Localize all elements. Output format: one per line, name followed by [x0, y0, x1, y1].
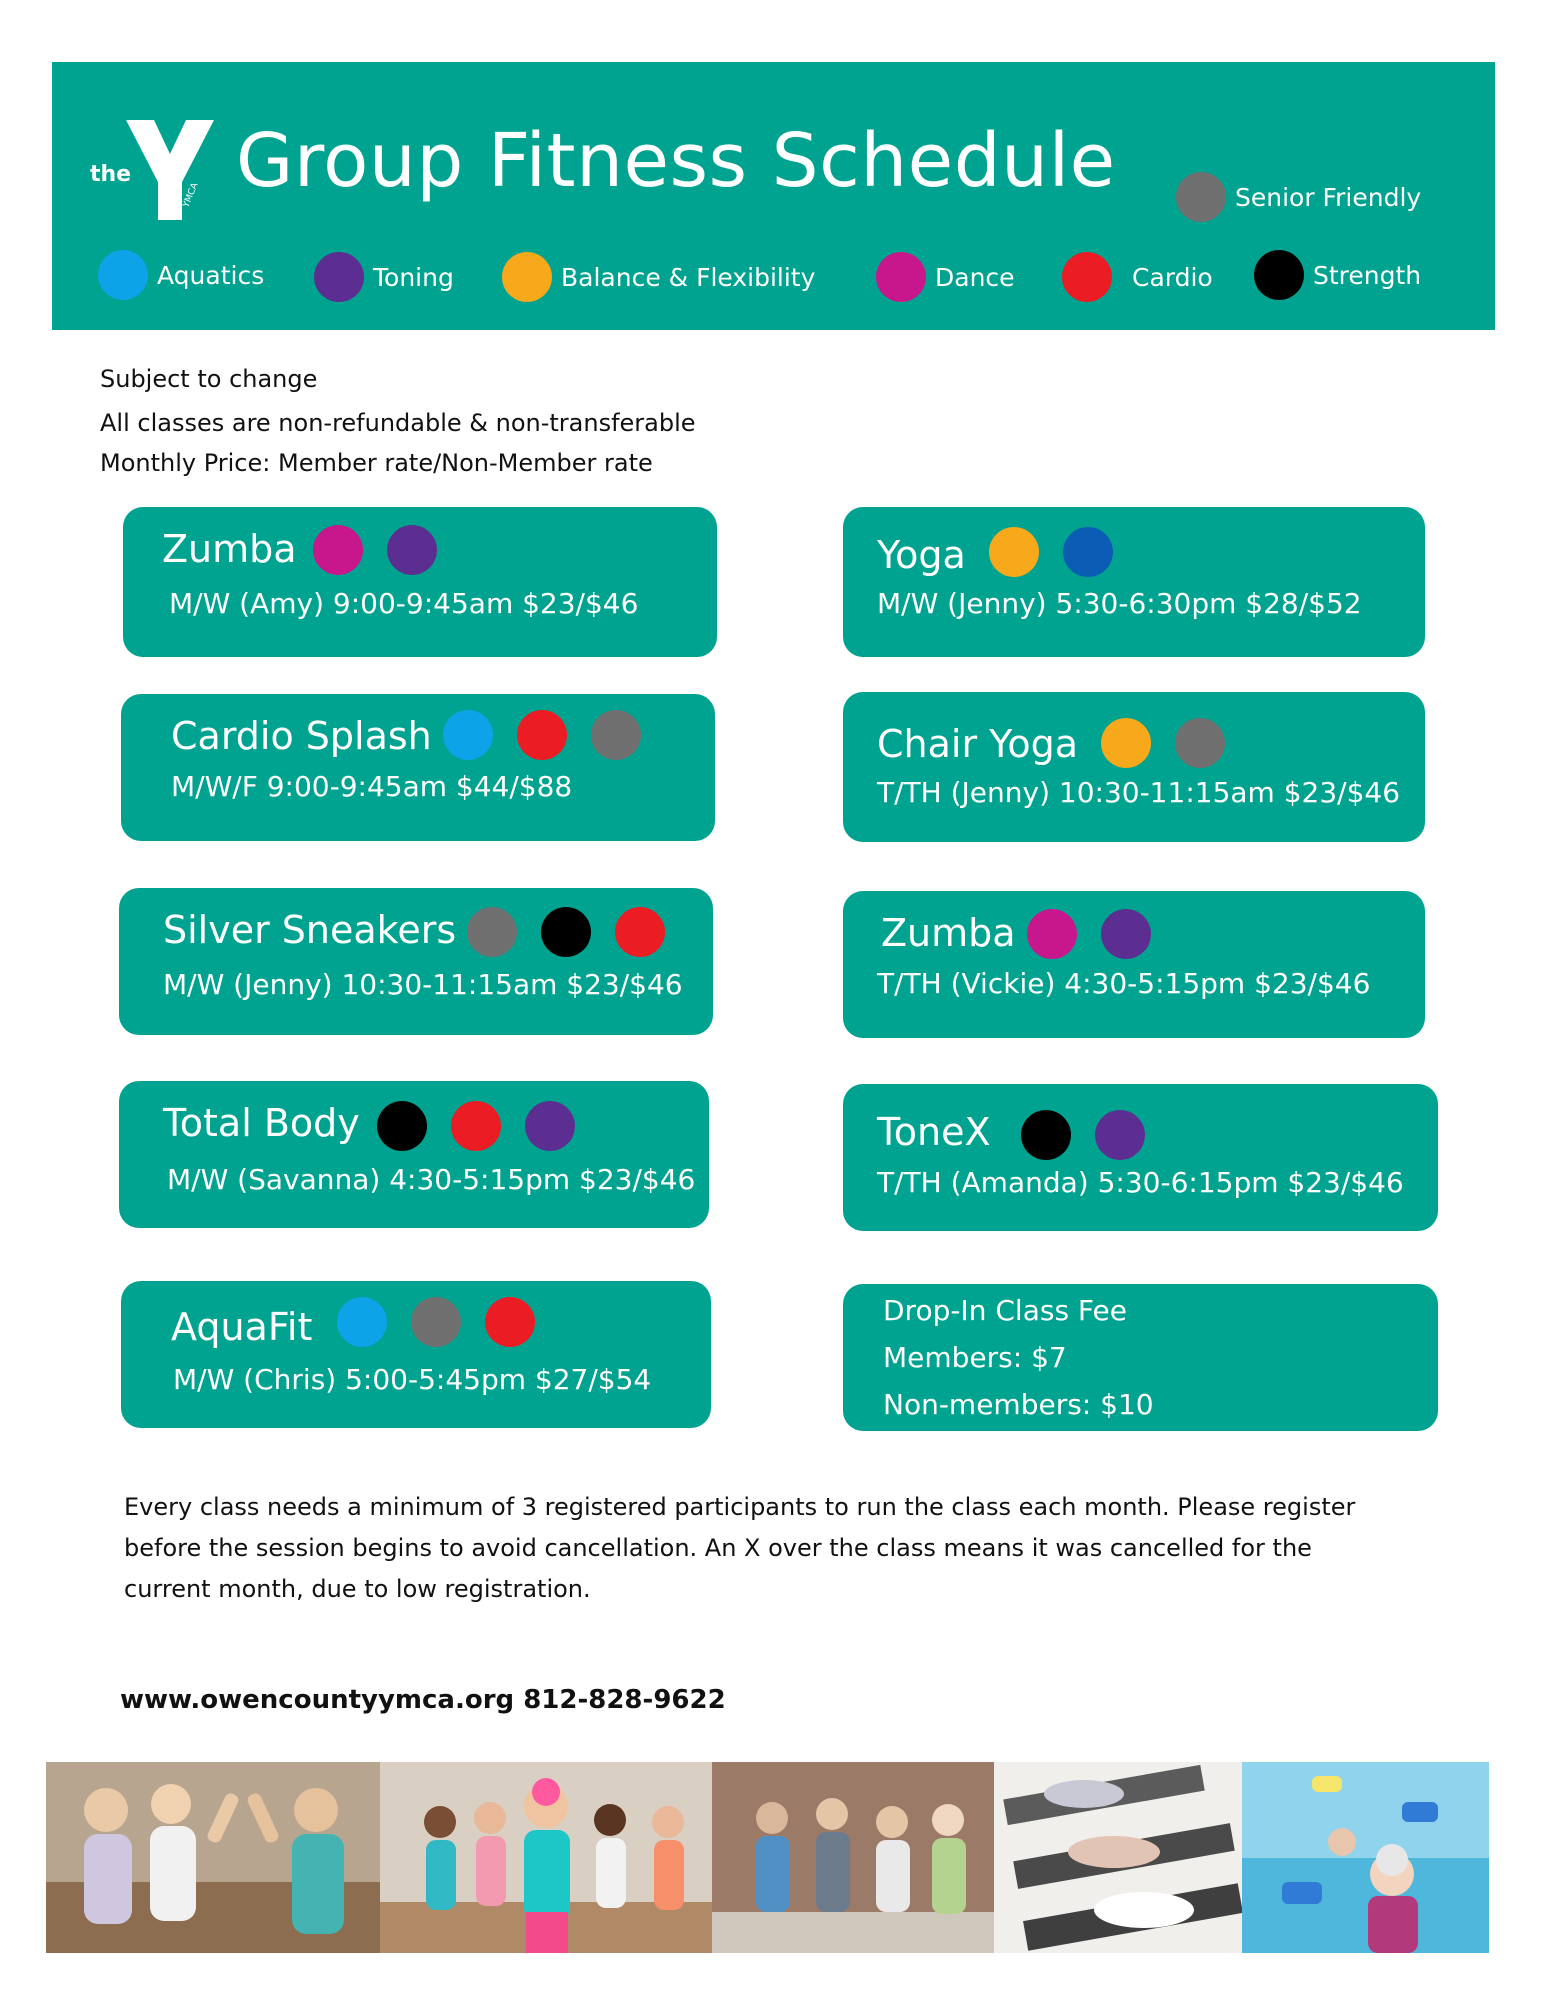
class-card-total-body: [119, 1081, 709, 1228]
category-dots: [1101, 718, 1249, 768]
senior-friendly-dot-icon: [411, 1297, 461, 1347]
strength-dot-icon: [377, 1101, 427, 1151]
category-dots: [1021, 1110, 1169, 1160]
category-dots: [313, 525, 461, 575]
class-card-zumba-tth: [843, 891, 1425, 1038]
logo-text: the: [90, 162, 132, 187]
category-dots: [989, 527, 1137, 577]
class-name: Cardio Splash: [171, 714, 432, 758]
cardio-dot-icon: [615, 907, 665, 957]
legend-balance-flexibility: [502, 252, 815, 302]
dropin-fee-card: [843, 1284, 1438, 1431]
toning-dot-icon: [1095, 1110, 1145, 1160]
legend-cardio: [1062, 252, 1213, 302]
class-details: T/TH (Amanda) 5:30-6:15pm $23/$46: [877, 1166, 1404, 1199]
photo-strip: [46, 1762, 1489, 1953]
class-details: M/W (Jenny) 5:30-6:30pm $28/$52: [877, 587, 1362, 620]
logo-subtext: YMCA: [181, 181, 201, 210]
legend-senior-friendly: [1176, 172, 1421, 222]
cardio-dot-icon: [485, 1297, 535, 1347]
photo-water-aerobics: [1242, 1762, 1489, 1953]
dropin-nonmembers: Non-members: $10: [883, 1388, 1154, 1421]
senior-friendly-dot-icon: [1175, 718, 1225, 768]
category-dots: [377, 1101, 599, 1151]
photo-yoga-mats: [994, 1762, 1242, 1953]
senior-friendly-dot-icon: [1176, 172, 1226, 222]
category-dots: [467, 907, 689, 957]
photo-dance-class: [380, 1762, 712, 1953]
cardio-dot-icon: [451, 1101, 501, 1151]
legend-label: Aquatics: [157, 260, 265, 290]
contact-info: www.owencountyymca.org 812-828-9622: [120, 1685, 726, 1715]
toning-dot-icon: [1101, 909, 1151, 959]
strength-dot-icon: [541, 907, 591, 957]
class-name: Total Body: [163, 1101, 360, 1145]
legend-dance: [876, 252, 1015, 302]
dance-dot-icon: [313, 525, 363, 575]
dance-dot-icon: [1027, 909, 1077, 959]
dropin-members: Members: $7: [883, 1341, 1067, 1374]
ymca-logo: [90, 120, 214, 220]
legend-label: Senior Friendly: [1235, 182, 1422, 212]
dance-dot-icon: [876, 252, 926, 302]
note-subject-to-change: Subject to change: [100, 365, 318, 393]
class-card-zumba-mw: [123, 507, 717, 657]
photo-high-five-class: [46, 1762, 380, 1953]
senior-friendly-dot-icon: [467, 907, 517, 957]
photo-senior-exercise: [712, 1762, 994, 1953]
class-card-tonex: [843, 1084, 1438, 1231]
legend-label: Toning: [373, 262, 454, 292]
notes: [100, 358, 696, 484]
class-details: T/TH (Jenny) 10:30-11:15am $23/$46: [877, 776, 1401, 809]
legend-label: Balance & Flexibility: [561, 262, 816, 292]
yoga-blue-dot-icon: [1063, 527, 1113, 577]
note-non-refundable: All classes are non-refundable & non-transferable: [100, 409, 696, 437]
class-name: ToneX: [877, 1110, 991, 1154]
strength-dot-icon: [1254, 250, 1304, 300]
registration-policy: Every class needs a minimum of 3 registered participants to run the class each month. Please register before the session begins to avoid cancellation. An X over the class means it was cancelled for the current month, due to low registration.: [124, 1493, 1356, 1603]
category-dots: [1027, 909, 1175, 959]
legend-label: Strength: [1313, 260, 1422, 290]
aquatics-dot-icon: [443, 710, 493, 760]
toning-dot-icon: [387, 525, 437, 575]
toning-dot-icon: [314, 252, 364, 302]
page-title: Group Fitness Schedule: [236, 118, 1116, 204]
note-monthly-price: Monthly Price: Member rate/Non-Member rate: [100, 449, 653, 477]
class-name: Zumba: [881, 911, 1016, 955]
legend-label: Cardio: [1132, 262, 1213, 292]
class-card-chair-yoga: [843, 692, 1425, 842]
class-card-yoga: [843, 507, 1425, 657]
class-details: M/W/F 9:00-9:45am $44/$88: [171, 770, 573, 803]
class-card-silver-sneakers: [119, 888, 713, 1035]
class-card-cardio-splash: [121, 694, 715, 841]
legend-toning: [314, 252, 454, 302]
category-dots: [443, 710, 665, 760]
class-details: T/TH (Vickie) 4:30-5:15pm $23/$46: [877, 967, 1371, 1000]
category-dots: [337, 1297, 559, 1347]
cardio-dot-icon: [517, 710, 567, 760]
class-details: M/W (Chris) 5:00-5:45pm $27/$54: [173, 1363, 652, 1396]
class-details: M/W (Amy) 9:00-9:45am $23/$46: [169, 587, 639, 620]
toning-dot-icon: [525, 1101, 575, 1151]
cardio-dot-icon: [1062, 252, 1112, 302]
aquatics-dot-icon: [98, 250, 148, 300]
class-name: Silver Sneakers: [163, 908, 457, 952]
strength-dot-icon: [1021, 1110, 1071, 1160]
aquatics-dot-icon: [337, 1297, 387, 1347]
balance-dot-icon: [502, 252, 552, 302]
class-card-aquafit: [121, 1281, 711, 1428]
class-name: Zumba: [162, 527, 297, 571]
dropin-title: Drop-In Class Fee: [883, 1294, 1127, 1327]
class-name: Yoga: [877, 533, 966, 577]
class-name: AquaFit: [171, 1305, 313, 1349]
legend-label: Dance: [935, 262, 1015, 292]
header-banner: [52, 62, 1495, 330]
legend-strength: [1254, 250, 1421, 300]
balance-dot-icon: [1101, 718, 1151, 768]
senior-friendly-dot-icon: [591, 710, 641, 760]
class-name: Chair Yoga: [877, 722, 1078, 766]
balance-dot-icon: [989, 527, 1039, 577]
class-details: M/W (Jenny) 10:30-11:15am $23/$46: [163, 968, 683, 1001]
legend-aquatics: [98, 250, 264, 300]
class-details: M/W (Savanna) 4:30-5:15pm $23/$46: [167, 1163, 696, 1196]
